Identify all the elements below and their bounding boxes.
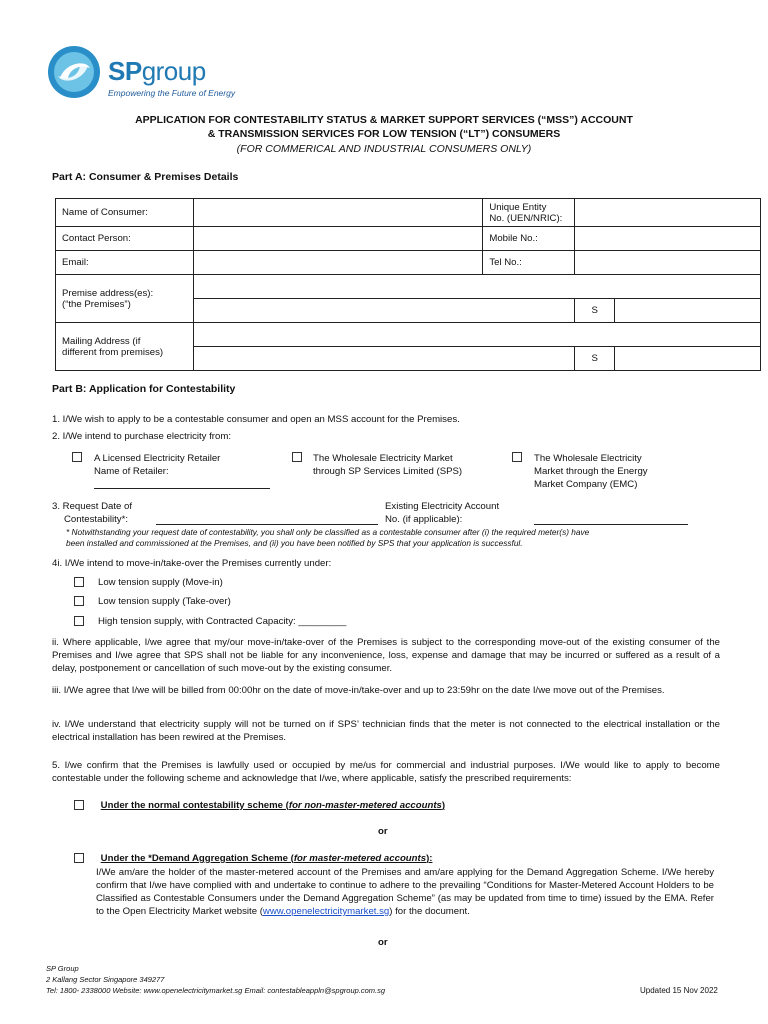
retailer-name-field[interactable] [94,478,270,489]
sps-checkbox[interactable] [292,452,302,462]
email-label: Email: [56,251,194,275]
uen-field[interactable] [575,199,761,227]
item-3-label: 3. Request Date of Contestability*: [52,501,132,525]
form-title-line-2: & TRANSMISSION SERVICES FOR LOW TENSION (“LT”) CONSUMERS [207,128,561,140]
email-field[interactable] [193,251,482,275]
footer-address: 2 Kallang Sector Singapore 349277 [46,975,165,984]
logo-wordmark: SPgroup [108,56,206,86]
part-b-heading: Part B: Application for Contestability [52,383,236,395]
premise-address-field-2[interactable] [193,299,574,323]
open-electricity-market-link[interactable]: www.openelectricitymarket.sg [262,906,390,917]
supply-1-checkbox[interactable] [74,577,84,587]
contestability-note: * Notwithstanding your request date of contestability, you shall only be classified as a contestable consumer after (i) the required meter(s) have [66,527,590,537]
tel-no-field[interactable] [575,251,761,275]
mailing-postal-field[interactable] [615,347,761,371]
scheme-normal-checkbox[interactable] [74,800,84,810]
contact-person-label: Contact Person: [56,227,194,251]
option-retailer-label: A Licensed Electricity Retailer Name of Retailer: [94,452,270,493]
existing-account-field[interactable] [534,512,688,525]
premise-postal-prefix: S [575,299,615,323]
scheme-da-checkbox[interactable] [74,853,84,863]
option-sps[interactable] [292,452,308,463]
footer-company: SP Group [46,964,79,973]
scheme-demand-aggregation[interactable]: Under the *Demand Aggregation Scheme (for master-metered accounts): [74,853,432,864]
premise-address-field-1[interactable] [193,275,760,299]
mailing-address-field-2[interactable] [193,347,574,371]
or-separator-1: or [378,826,388,837]
supply-option-3[interactable]: High tension supply, with Contracted Capacity: _________ [74,616,346,627]
mailing-address-label: Mailing Address (if different from premises) [56,323,194,371]
option-emc-label: The Wholesale Electricity Market through the Energy Market Company (EMC) [534,453,648,490]
contestability-note-2: been installed and commissioned at the Premises, and (ii) you have been notified by SPS that your application is successful. [66,538,523,548]
item-iii: iii. I/We agree that I/we will be billed from 00:00hr on the date of move-in/take-over and up to 23:59hr on the date I/we move out of the Premises. [52,685,665,696]
part-a-heading: Part A: Consumer & Premises Details [52,171,239,183]
sp-group-logo-icon [46,44,102,100]
uen-label: Unique Entity No. (UEN/NRIC): [483,199,575,227]
name-of-consumer-field[interactable] [193,199,482,227]
footer-contact: Tel: 1800- 2338000 Website: www.openelectricitymarket.sg Email: contestableappln@spgroup.com.sg [46,986,386,995]
or-separator-2: or [378,937,388,948]
item-4i: 4i. I/We intend to move-in/take-over the Premises currently under: [52,558,332,569]
mailing-postal-prefix: S [575,347,615,371]
item-iv: iv. I/We understand that electricity supply will not be turned on if SPS’ technician finds that the meter is not connected to the electrical installation or the electrical installation has been rewired at the Premises. [52,719,720,743]
tel-no-label: Tel No.: [483,251,575,275]
supply-option-2[interactable]: Low tension supply (Take-over) [74,596,231,607]
mobile-no-label: Mobile No.: [483,227,575,251]
emc-checkbox[interactable] [512,452,522,462]
option-retailer[interactable] [72,452,88,463]
premise-postal-field[interactable] [615,299,761,323]
form-subtitle: (FOR COMMERICAL AND INDUSTRIAL CONSUMERS ONLY) [236,143,532,155]
consumer-details-table [55,198,761,371]
mailing-address-field-1[interactable] [193,323,760,347]
item-2: 2. I/We intend to purchase electricity from: [52,431,231,442]
supply-3-checkbox[interactable] [74,616,84,626]
premise-address-label: Premise address(es): (“the Premises”) [56,275,194,323]
contact-person-field[interactable] [193,227,482,251]
mobile-no-field[interactable] [575,227,761,251]
scheme-da-body: I/We am/are the holder of the master-metered account of the Premises and am/are applying for the Demand Aggregation Scheme. I/We hereby confirm that I/we have complied with and undertake to continue to adhere to the prevailing “Conditions for Master-Metered Account Holders to be Classified as Contestable Consumers under the Demand Aggregation Scheme” (as may be updated from time to time) issued by the EMA. Refer to the Open Electricity Market website (www.openelectricitymarket.sg) for the document. [96,867,714,917]
supply-2-checkbox[interactable] [74,596,84,606]
form-title-line-1: APPLICATION FOR CONTESTABILITY STATUS & MARKET SUPPORT SERVICES (“MSS”) ACCOUNT [135,114,633,126]
request-date-field[interactable] [156,512,378,525]
option-sps-label: The Wholesale Electricity Market through SP Services Limited (SPS) [313,453,463,477]
supply-option-1[interactable]: Low tension supply (Move-in) [74,577,223,588]
item-ii: ii. Where applicable, I/we agree that my/our move-in/take-over of the Premises is subject to the corresponding move-out of the existing consumer of the Premises and I/we agree that SPS shall not be liable for any inconvenience, loss, expense and damage that may be incurred or suffered as a result of a delay, postponement or cancellation of such move-out by the existing consumer. [52,637,720,674]
item-5: 5. I/we confirm that the Premises is lawfully used or occupied by me/us for commercial and industrial purposes. I/We would like to apply to become contestable under the following scheme and acknowledge that I/we, where applicable, satisfy the prescribed requirements: [52,760,720,784]
logo-tagline: Empowering the Future of Energy [108,88,236,98]
footer-updated: Updated 15 Nov 2022 [640,986,718,995]
retailer-checkbox[interactable] [72,452,82,462]
existing-account-label: Existing Electricity Account No. (if applicable): [385,501,500,525]
item-1: 1. I/We wish to apply to be a contestable consumer and open an MSS account for the Premises. [52,414,460,425]
scheme-normal[interactable]: Under the normal contestability scheme (for non-master-metered accounts) [74,800,445,811]
name-of-consumer-label: Name of Consumer: [56,199,194,227]
option-emc[interactable] [512,452,528,463]
